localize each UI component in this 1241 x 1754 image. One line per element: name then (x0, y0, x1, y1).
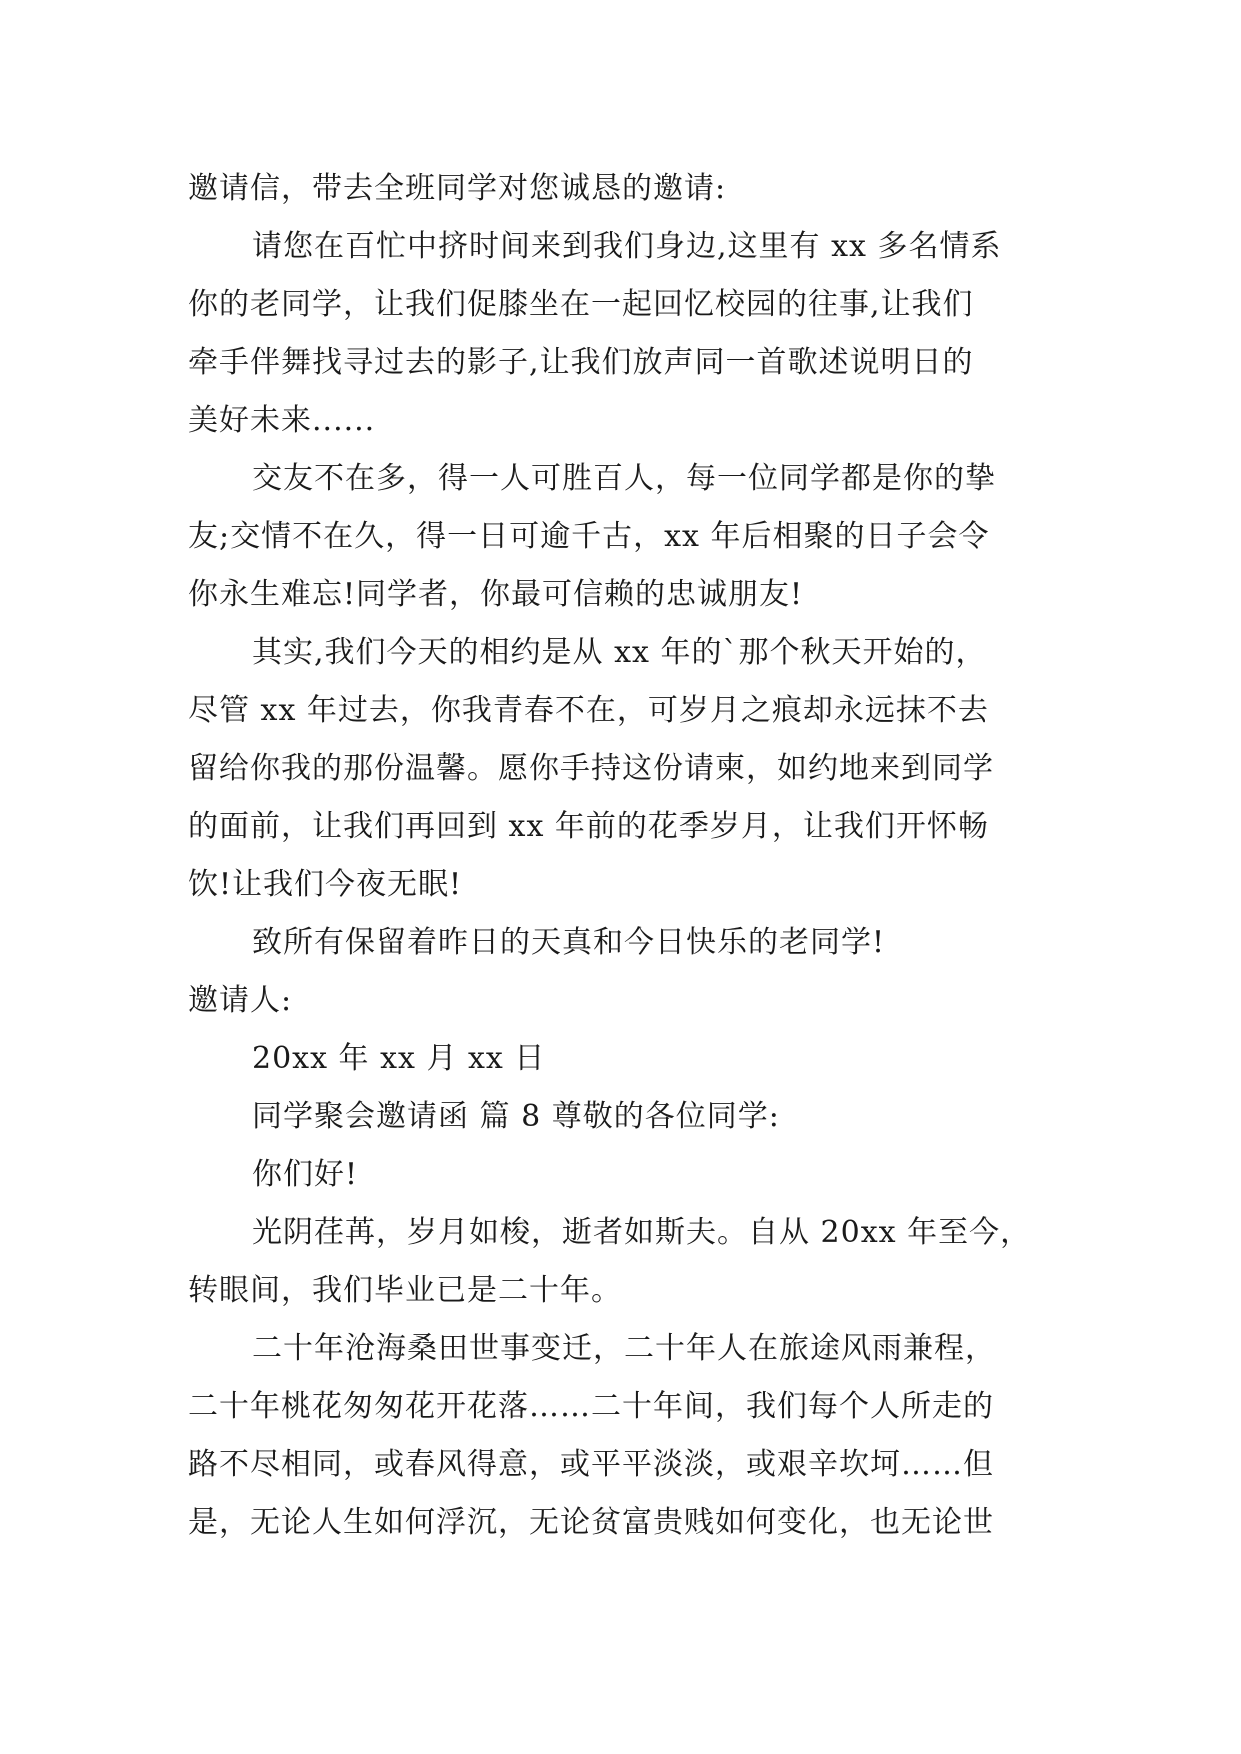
text-line: 你永生难忘!同学者，你最可信赖的忠诚朋友! (188, 577, 804, 612)
text-line: 的面前，让我们再回到 xx 年前的花季岁月，让我们开怀畅 (188, 809, 989, 844)
text-line: 致所有保留着昨日的天真和今日快乐的老同学! (252, 925, 886, 960)
text-line: 你的老同学，让我们促膝坐在一起回忆校园的往事,让我们 (188, 287, 974, 322)
text-line: 饮!让我们今夜无眠! (188, 867, 463, 902)
text-line: 二十年桃花匆匆花开花落……二十年间，我们每个人所走的 (188, 1389, 994, 1424)
greeting-line: 你们好! (252, 1157, 359, 1192)
inviter-label: 邀请人: (188, 983, 293, 1018)
document-body (188, 160, 1058, 1552)
text-line: 邀请信，带去全班同学对您诚恳的邀请: (188, 171, 727, 206)
text-line: 美好未来...... (188, 403, 376, 438)
text-line: 友;交情不在久，得一日可逾千古，xx 年后相聚的日子会令 (188, 519, 990, 554)
text-line: 转眼间，我们毕业已是二十年。 (188, 1273, 622, 1308)
text-line: 留给你我的那份温馨。愿你手持这份请柬，如约地来到同学 (188, 751, 994, 786)
text-line: 交友不在多，得一人可胜百人，每一位同学都是你的挚 (252, 461, 996, 496)
text-line: 光阴荏苒，岁月如梭，逝者如斯夫。自从 20xx 年至今， (252, 1215, 1032, 1250)
text-line: 请您在百忙中挤时间来到我们身边,这里有 xx 多名情系 (252, 229, 1002, 264)
text-line: 路不尽相同，或春风得意，或平平淡淡，或艰辛坎坷……但 (188, 1447, 994, 1482)
text-line: 牵手伴舞找寻过去的影子,让我们放声同一首歌述说明日的 (188, 345, 974, 380)
text-line: 尽管 xx 年过去，你我青春不在，可岁月之痕却永远抹不去 (188, 693, 989, 728)
text-line: 是，无论人生如何浮沉，无论贫富贵贱如何变化，也无论世 (188, 1505, 994, 1540)
section-heading: 同学聚会邀请函 篇 8 尊敬的各位同学: (252, 1099, 780, 1134)
date-line: 20xx 年 xx 月 xx 日 (252, 1041, 546, 1076)
text-line: 其实,我们今天的相约是从 xx 年的`那个秋天开始的， (252, 635, 987, 670)
text-line: 二十年沧海桑田世事变迁，二十年人在旅途风雨兼程， (252, 1331, 996, 1366)
